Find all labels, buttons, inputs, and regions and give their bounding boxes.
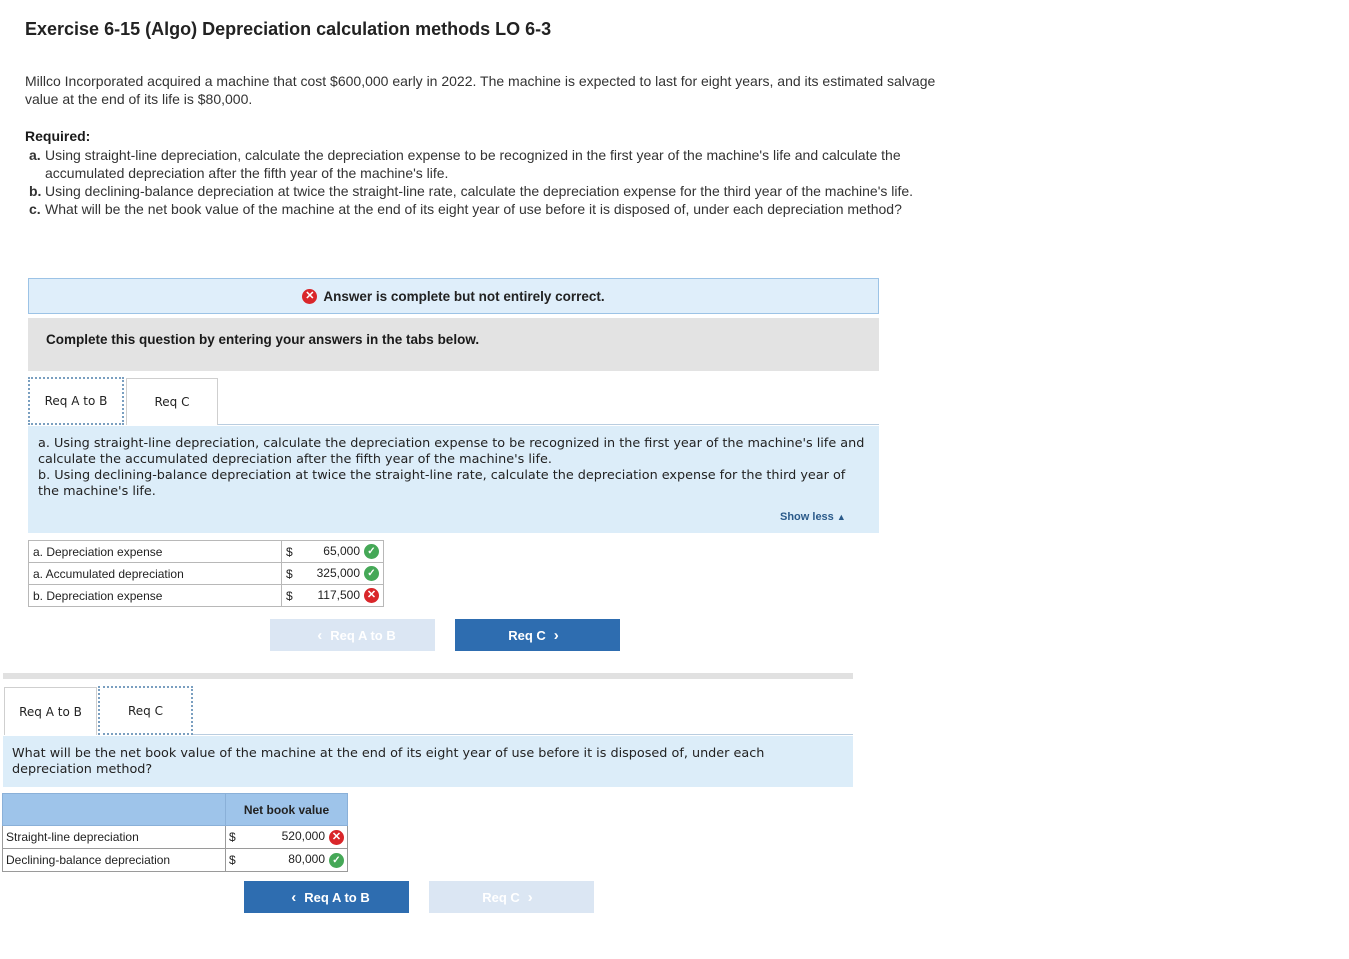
requirement-a: a. Using straight-line depreciation, calculate the depreciation expense to be recognized in the first year of the machine's life and calculate the accumulated depreciation after the fifth year of the machine's life. (29, 147, 901, 181)
table-row (29, 563, 384, 585)
row-label: b. Depreciation expense (29, 585, 282, 607)
question-text-a-b: a. Using straight-line depreciation, calculate the depreciation expense to be recognized in the first year of the machine's life and calculate the accumulated depreciation after the fifth year of the machine's life. b. Using declining-balance depreciation at twice the straight-line rate, calculate the depreciation expense for the third year of the machine's life. (28, 426, 879, 533)
column-header-net-book-value: Net book value (226, 794, 348, 826)
answer-table-a-b (28, 540, 384, 607)
currency-symbol: $ (226, 849, 248, 872)
table-row (3, 826, 348, 849)
check-circle-icon: ✓ (364, 566, 379, 581)
answer-input[interactable]: 520,000 ✕ (248, 826, 348, 849)
result-banner (28, 278, 879, 314)
answer-input[interactable]: 117,500 ✕ (302, 585, 384, 607)
requirement-b: b. Using declining-balance depreciation at twice the straight-line rate, calculate the depreciation expense for the third year of the machine's life. (29, 183, 914, 199)
requirements-list (25, 146, 965, 218)
x-circle-icon: ✕ (364, 588, 379, 603)
tab-req-c[interactable]: Req C (126, 378, 218, 425)
currency-symbol: $ (282, 585, 302, 607)
tab-divider (193, 734, 853, 735)
instructions: Complete this question by entering your answers in the tabs below. (28, 318, 879, 371)
chevron-left-icon: ‹ (291, 888, 297, 906)
chevron-left-icon: ‹ (317, 626, 323, 644)
tab-divider (218, 424, 879, 425)
header-blank (3, 794, 226, 826)
row-label: Declining-balance depreciation (3, 849, 226, 872)
answer-input[interactable]: 80,000 ✓ (248, 849, 348, 872)
banner-text: Answer is complete but not entirely correct. (323, 288, 605, 304)
x-circle-icon: ✕ (329, 830, 344, 845)
check-circle-icon: ✓ (329, 853, 344, 868)
row-label: a. Depreciation expense (29, 541, 282, 563)
table-header-row (3, 794, 348, 826)
prev-button-req-a-to-b[interactable]: ‹ Req A to B (270, 619, 435, 651)
currency-symbol: $ (282, 541, 302, 563)
prev-button-req-a-to-b[interactable]: ‹ Req A to B (244, 881, 409, 913)
table-row (29, 585, 384, 607)
tab-req-a-to-b[interactable]: Req A to B (4, 687, 97, 735)
row-label: Straight-line depreciation (3, 826, 226, 849)
table-row (3, 849, 348, 872)
next-button-req-c[interactable]: Req C › (429, 881, 594, 913)
currency-symbol: $ (282, 563, 302, 585)
check-circle-icon: ✓ (364, 544, 379, 559)
question-text-c: What will be the net book value of the machine at the end of its eight year of use before it is disposed of, under each depreciation method? (3, 736, 853, 787)
chevron-right-icon: › (527, 888, 533, 906)
triangle-up-icon: ▲ (836, 512, 846, 522)
chevron-right-icon: › (553, 626, 559, 644)
net-book-value-table (2, 793, 348, 872)
exercise-intro: Millco Incorporated acquired a machine that cost $600,000 early in 2022. The machine is expected to last for eight years, and its estimated salvage value at the end of its life is $80,000. (25, 73, 936, 107)
required-label: Required: (25, 128, 91, 144)
tab-req-a-to-b[interactable]: Req A to B (28, 377, 124, 425)
x-circle-icon: ✕ (302, 289, 317, 304)
answer-input[interactable]: 65,000 ✓ (302, 541, 384, 563)
next-button-req-c[interactable]: Req C › (455, 619, 620, 651)
exercise-title: Exercise 6-15 (Algo) Depreciation calculation methods LO 6-3 (25, 19, 552, 39)
show-less-link[interactable]: Show less ▲ (780, 511, 846, 523)
table-row (29, 541, 384, 563)
row-label: a. Accumulated depreciation (29, 563, 282, 585)
currency-symbol: $ (226, 826, 248, 849)
tab-req-c[interactable]: Req C (98, 686, 193, 735)
answer-input[interactable]: 325,000 ✓ (302, 563, 384, 585)
section-divider (3, 673, 853, 679)
requirement-c: c. What will be the net book value of the machine at the end of its eight year of use before it is disposed of, under each depreciation method? (29, 201, 902, 217)
